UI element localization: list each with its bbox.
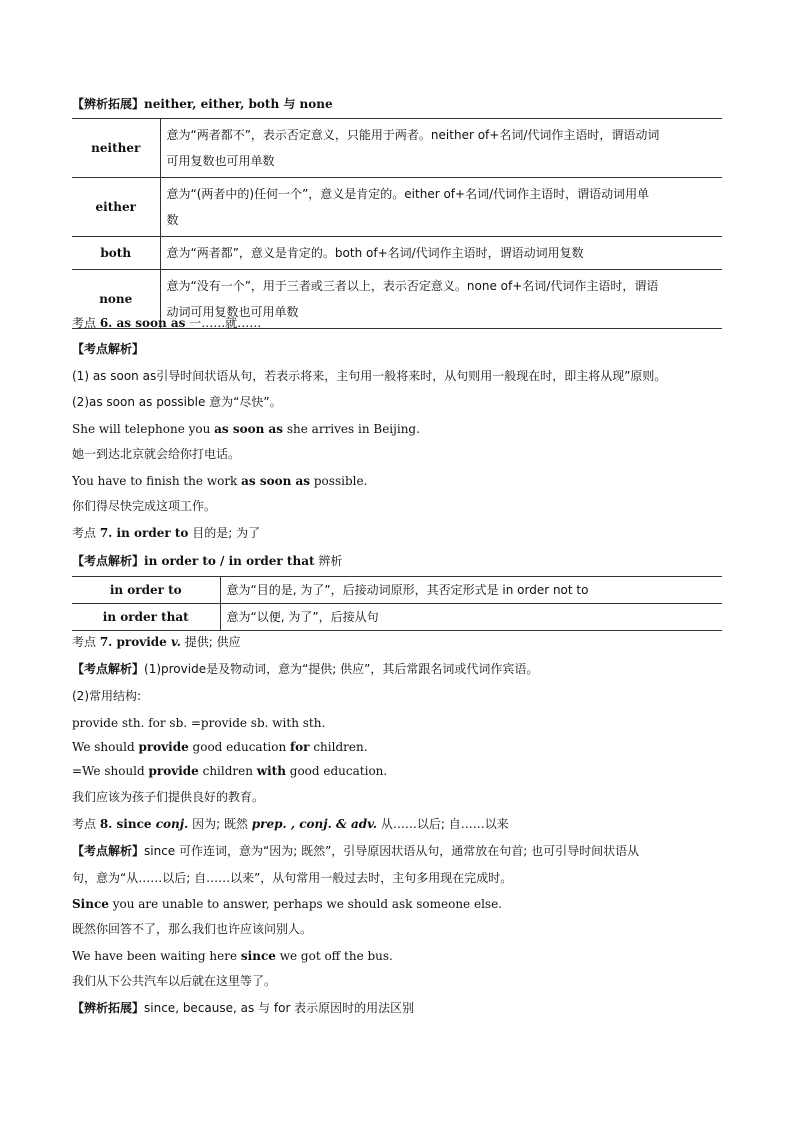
paragraph: (2)as soon as possible 意为“尽快”。	[72, 395, 282, 409]
section-heading-since: 【辨析拓展】since, because, as 与 for 表示原因时的用法区别	[72, 1001, 415, 1015]
kaodian-6-heading: 考点 6. as soon as 一……就……	[72, 316, 262, 330]
table-row	[72, 119, 722, 178]
table-row	[72, 577, 722, 604]
table-key: either	[72, 178, 160, 237]
table-desc: 意为“两者都”，意义是肯定的。both of+名词/代词作主语时，谓语动词用复数	[160, 237, 722, 270]
paragraph: 句，意为“从……以后; 自……以来”，从句常用一般过去时，主句多用现在完成时。	[72, 871, 513, 885]
structure-line: provide sth. for sb. =provide sb. with sth.	[72, 716, 326, 730]
table-desc: 意为“目的是, 为了”，后接动词原形，其否定形式是 in order not to	[220, 577, 722, 604]
table-desc: 意为“以便, 为了”，后接从句	[220, 604, 722, 631]
kaodian-7-provide-heading: 考点 7. provide v. 提供; 供应	[72, 635, 241, 649]
table-desc: 意为“两者都不”，表示否定意义，只能用于两者。neither of+名词/代词作主语时，谓语动词 可用复数也可用单数	[160, 119, 722, 178]
example-sentence: She will telephone you as soon as she arrives in Beijing.	[72, 422, 420, 436]
example-sentence: You have to finish the work as soon as possible.	[72, 474, 368, 488]
example-sentence: =We should provide children with good education.	[72, 764, 388, 778]
table-key: in order that	[72, 604, 220, 631]
example-sentence: We should provide good education for children.	[72, 740, 368, 754]
comparison-table-neither-either	[72, 118, 722, 329]
table-row	[72, 178, 722, 237]
analysis-tag: 【考点解析】	[72, 342, 145, 356]
example-translation: 我们从下公共汽车以后就在这里等了。	[72, 974, 277, 988]
paragraph: (2)常用结构:	[72, 689, 142, 703]
section-heading-neither: 【辨析拓展】neither, either, both 与 none	[72, 97, 333, 111]
analysis-heading: 【考点解析】in order to / in order that 辨析	[72, 554, 343, 568]
analysis-paragraph: 【考点解析】since 可作连词，意为“因为; 既然”，引导原因状语从句，通常放在句首; 也可引导时间状语从	[72, 844, 640, 858]
table-key: none	[72, 270, 160, 329]
table-desc: 意为“没有一个”，用于三者或三者以上，表示否定意义。none of+名词/代词作主语时，谓语 动词可用复数也可用单数	[160, 270, 722, 329]
table-row	[72, 237, 722, 270]
example-translation: 既然你回答不了，那么我们也许应该问别人。	[72, 922, 313, 936]
example-sentence: Since you are unable to answer, perhaps we should ask someone else.	[72, 897, 502, 911]
kaodian-7-heading: 考点 7. in order to 目的是; 为了	[72, 526, 261, 540]
table-row	[72, 604, 722, 631]
paragraph: (1) as soon as引导时间状语从句，若表示将来，主句用一般将来时，从句则用一般现在时，即主将从现”原则。	[72, 369, 667, 383]
example-translation: 我们应该为孩子们提供良好的教育。	[72, 790, 265, 804]
table-key: in order to	[72, 577, 220, 604]
comparison-table-in-order	[72, 576, 722, 631]
table-desc: 意为“(两者中的)任何一个”，意义是肯定的。either of+名词/代词作主语时，谓语动词用单 数	[160, 178, 722, 237]
kaodian-8-heading: 考点 8. since conj. 因为; 既然 prep. , conj. & adv. 从……以后; 自……以来	[72, 817, 509, 831]
example-sentence: We have been waiting here since we got off the bus.	[72, 949, 393, 963]
table-key: both	[72, 237, 160, 270]
example-translation: 你们得尽快完成这项工作。	[72, 499, 217, 513]
example-translation: 她一到达北京就会给你打电话。	[72, 447, 241, 461]
analysis-paragraph: 【考点解析】(1)provide是及物动词，意为“提供; 供应”，其后常跟名词或代词作宾语。	[72, 662, 539, 676]
table-key: neither	[72, 119, 160, 178]
